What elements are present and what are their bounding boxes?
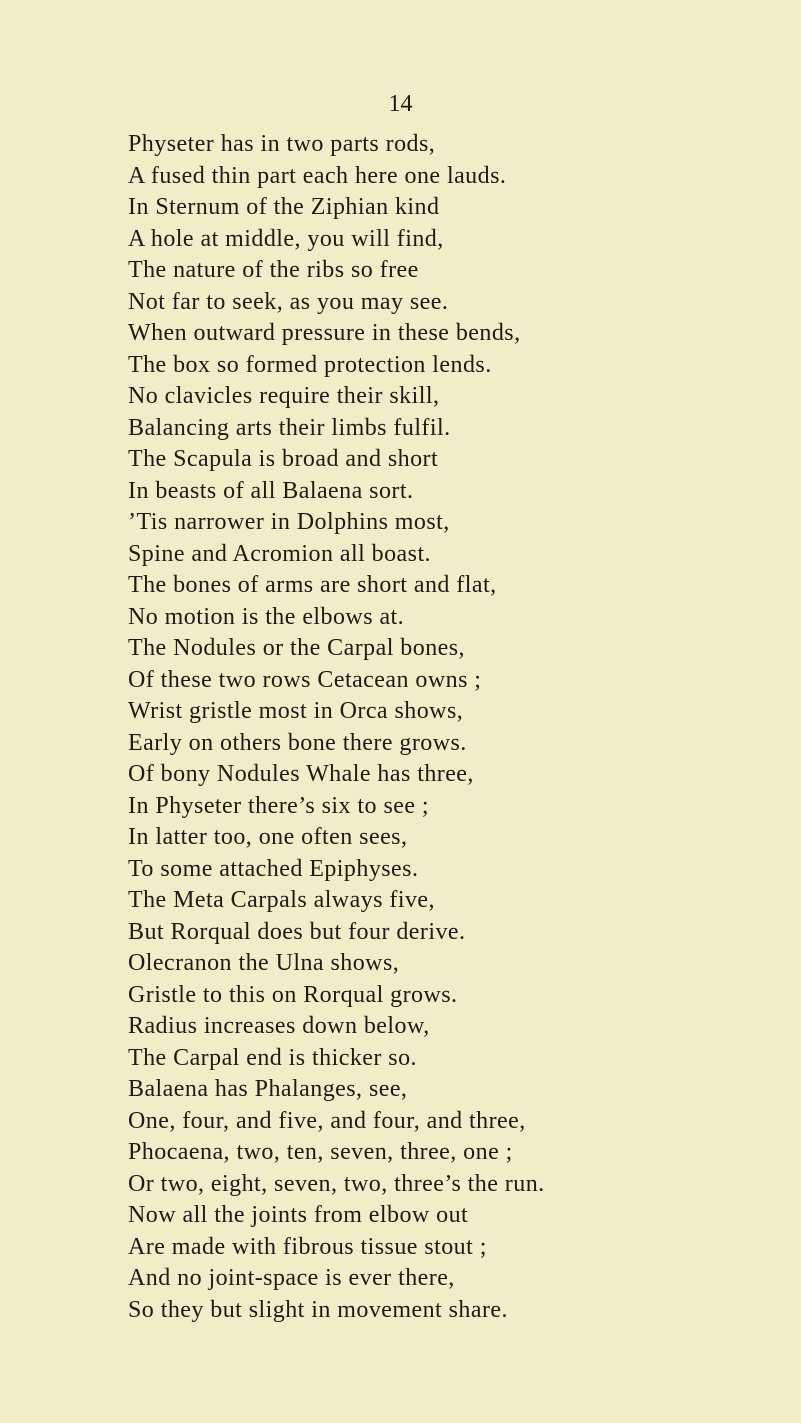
poem-line: In Physeter there’s six to see ;: [128, 792, 430, 819]
poem-line: The Nodules or the Carpal bones,: [128, 635, 465, 661]
poem-line: The Scapula is broad and short: [128, 446, 439, 472]
poem-line: Early on others bone there grows.: [128, 729, 467, 756]
poem-line: Are made with fibrous tissue stout ;: [128, 1233, 487, 1260]
poem-line: ’Tis narrower in Dolphins most,: [128, 509, 450, 535]
poem-line: One, four, and five, and four, and three,: [128, 1107, 526, 1134]
poem-line: To some attached Epiphyses.: [128, 855, 419, 882]
poem-line: Olecranon the Ulna shows,: [128, 950, 400, 976]
poem-text: [128, 129, 788, 1326]
poem-line: The Meta Carpals always five,: [128, 887, 435, 913]
poem-line: Not far to seek, as you may see.: [128, 288, 449, 315]
poem-line: The bones of arms are short and flat,: [128, 572, 497, 598]
poem-line: When outward pressure in these bends,: [128, 320, 521, 346]
page-number: 14: [388, 91, 413, 117]
poem-line: Or two, eight, seven, two, three’s the run.: [128, 1170, 545, 1197]
poem-line: Of these two rows Cetacean owns ;: [128, 666, 482, 693]
poem-line: In Sternum of the Ziphian kind: [128, 194, 440, 220]
poem-line: Balancing arts their limbs fulfil.: [128, 414, 451, 441]
poem-line: The Carpal end is thicker so.: [128, 1044, 417, 1071]
poem-line: A fused thin part each here one lauds.: [128, 162, 507, 189]
poem-line: Spine and Acromion all boast.: [128, 540, 432, 567]
poem-line: No clavicles require their skill,: [128, 383, 440, 409]
poem-line: Of bony Nodules Whale has three,: [128, 761, 474, 787]
poem-line: Gristle to this on Rorqual grows.: [128, 981, 458, 1008]
poem-line: Physeter has in two parts rods,: [128, 131, 436, 157]
poem-line: And no joint-space is ever there,: [128, 1265, 455, 1291]
poem-line: The nature of the ribs so free: [128, 257, 419, 283]
poem-line: The box so formed protection lends.: [128, 351, 492, 378]
poem-line: Radius increases down below,: [128, 1013, 430, 1039]
poem-line: Balaena has Phalanges, see,: [128, 1076, 408, 1102]
poem-line: Phocaena, two, ten, seven, three, one ;: [128, 1139, 513, 1165]
poem-line: But Rorqual does but four derive.: [128, 918, 466, 945]
poem-line: A hole at middle, you will find,: [128, 225, 444, 252]
poem-line: No motion is the elbows at.: [128, 603, 405, 630]
poem-line: In beasts of all Balaena sort.: [128, 477, 414, 504]
poem-line: Now all the joints from elbow out: [128, 1202, 469, 1228]
poem-line: So they but slight in movement share.: [128, 1296, 508, 1323]
poem-line: In latter too, one often sees,: [128, 824, 408, 850]
poem-line: Wrist gristle most in Orca shows,: [128, 698, 464, 724]
